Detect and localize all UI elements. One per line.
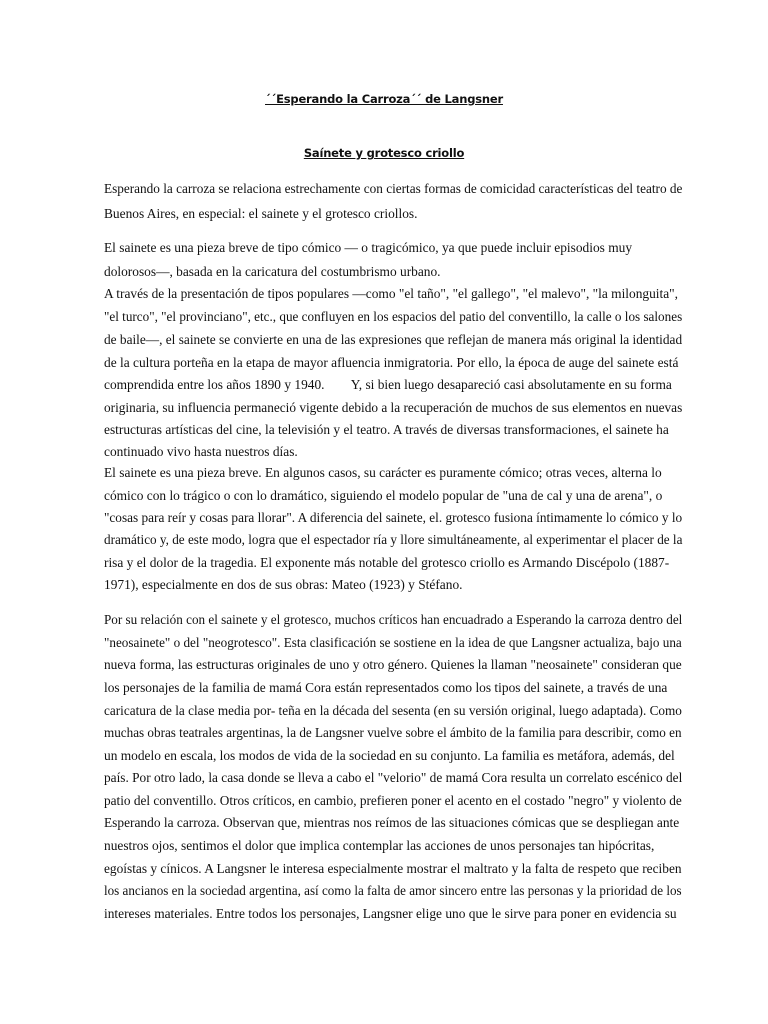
text-line: cómico con lo trágico o con lo dramático, siguiendo el modelo popular de "una de cal y una de arena", o [104, 488, 663, 503]
text-line: un modelo en escala, los modos de vida de la sociedad en su conjunto. La familia es metáfora, además, del [104, 748, 675, 763]
text-line: 1971), especialmente en dos de sus obras: Mateo (1923) y Stéfano. [104, 577, 463, 592]
text-line: Esperando la carroza. Observan que, mientras nos reímos de las situaciones cómicas que se despliegan ante [104, 815, 680, 830]
document-title: ´´Esperando la Carroza´´ de Langsner [265, 92, 503, 106]
text-line: Buenos Aires, en especial: el sainete y el grotesco criollos. [104, 206, 418, 221]
text-line: patio del conventillo. Otros críticos, en cambio, prefieren poner el acento en el costado "negro" y violento de [104, 793, 682, 808]
text-line: intereses materiales. Entre todos los personajes, Langsner elige uno que le sirve para poner en evidencia su [104, 906, 677, 921]
text-line: nuestros ojos, sentimos el dolor que implica contemplar las acciones de unos personajes tan hipócritas, [104, 838, 655, 853]
text-line: Por su relación con el sainete y el grotesco, muchos críticos han encuadrado a Esperando la carroza dentro del [104, 612, 683, 627]
text-line: nueva forma, las estructuras originales de uno y otro género. Quienes la llaman "neosainete" consideran que [104, 657, 682, 672]
text-line: los personajes de la familia de mamá Cora están representados como los tipos del sainete, a través de una [104, 680, 668, 695]
text-line: originaria, su influencia permaneció vigente debido a la recuperación de muchos de sus elementos en nuevas [104, 400, 683, 415]
text-line: "neosainete" o del "neogrotesco". Esta clasificación se sostiene en la idea de que Langsner actualiza, bajo una [104, 635, 682, 650]
text-line: Esperando la carroza se relaciona estrechamente con ciertas formas de comicidad características del teatro de [104, 181, 683, 196]
text-line: risa y el dolor de la tragedia. El exponente más notable del grotesco criollo es Armando Discépolo (1887- [104, 555, 670, 570]
text-line: dramático y, de este modo, logra que el espectador ría y llore simultáneamente, al experimentar el placer de la [104, 532, 683, 547]
text-line: A través de la presentación de tipos populares ―como "el taño", "el gallego", "el malevo", "la milonguita", [104, 286, 678, 301]
text-line: los ancianos en la sociedad argentina, así como la falta de amor sincero entre las personas y la prioridad de los [104, 883, 682, 898]
text-line: El sainete es una pieza breve. En algunos casos, su carácter es puramente cómico; otras veces, alterna lo [104, 465, 662, 480]
text-line: continuado vivo hasta nuestros días. [104, 444, 298, 459]
text-line: estructuras artísticas del cine, la televisión y el teatro. A través de diversas transformaciones, el sainete ha [104, 422, 669, 437]
text-line: país. Por otro lado, la casa donde se lleva a cabo el "velorio" de mamá Cora resulta un correlato escénico del [104, 770, 683, 785]
text-line: "cosas para reír y cosas para llorar". A diferencia del sainete, el. grotesco fusiona íntimamente lo cómico y lo [104, 510, 683, 525]
text-line: caricatura de la clase media por- teña en la década del sesenta (en su versión original, luego adaptada). Como [104, 703, 682, 718]
text-line: dolorosos―, basada en la caricatura del costumbrismo urbano. [104, 264, 441, 279]
text-line: comprendida entre los años 1890 y 1940. Y, si bien luego desapareció casi absolutamente en su forma [104, 377, 672, 392]
text-line: muchas obras teatrales argentinas, la de Langsner vuelve sobre el ámbito de la familia para describir, como en [104, 725, 682, 740]
text-line: egoístas y cínicos. A Langsner le interesa especialmente mostrar el maltrato y la falta de respeto que reciben [104, 861, 682, 876]
text-line: de la cultura porteña en la etapa de mayor afluencia inmigratoria. Por ello, la época de auge del sainete está [104, 355, 679, 370]
text-line: de baile―, el sainete se convierte en una de las expresiones que reflejan de manera más original la identidad [104, 332, 683, 347]
text-line: "el turco", "el provinciano", etc., que confluyen en los espacios del patio del conventillo, la calle o los salones [104, 309, 683, 324]
document-subtitle: Saínete y grotesco criollo [303, 146, 465, 160]
text-line: El sainete es una pieza breve de tipo cómico ― o tragicómico, ya que puede incluir episodios muy [104, 240, 633, 255]
